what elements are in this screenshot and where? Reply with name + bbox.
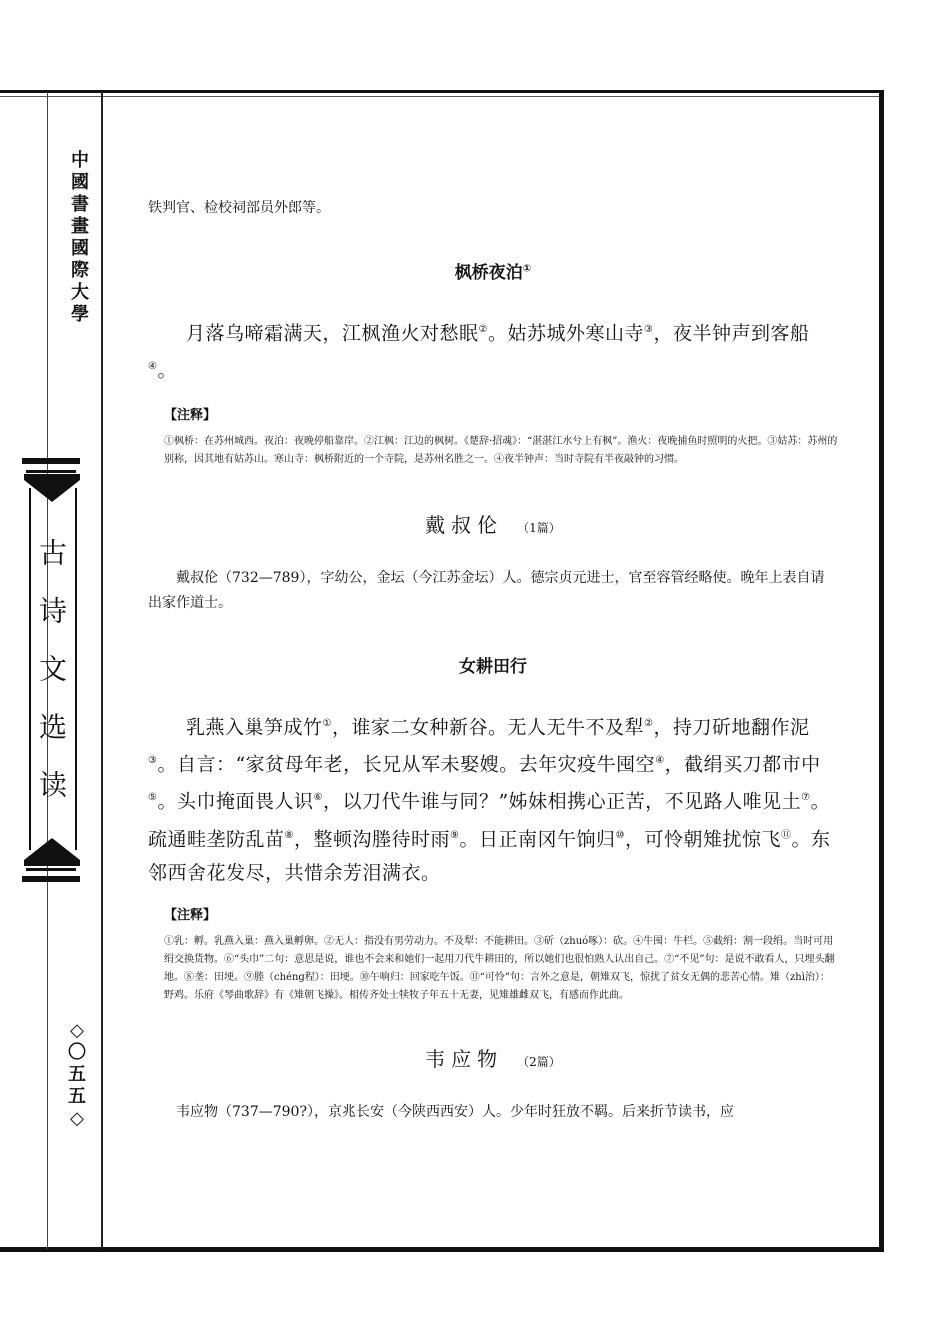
page-number-mark-bottom: ◇ <box>70 1108 84 1129</box>
page-frame-right <box>879 90 884 1252</box>
page-number-mark-top: ◇ <box>70 1020 84 1041</box>
page-number-digit: 〇 <box>68 1042 86 1063</box>
book-title: 古诗文选读 <box>35 538 68 828</box>
page-frame-top <box>0 90 884 93</box>
poem-title-note-mark: ① <box>522 263 532 275</box>
author-name: 韦应物 <box>425 1046 504 1071</box>
spine-line-inner <box>101 92 103 1249</box>
notes-heading: 【注释】 <box>164 907 217 923</box>
page-number-digit: 五 <box>68 1064 86 1085</box>
notes-text: ①枫桥：在苏州城西。夜泊：夜晚停船靠岸。②江枫：江边的枫树。《楚辞·招魂》：“湛湛江水兮上有枫”。渔火：夜晚捕鱼时照明的火把。③姑苏：苏州的别称，因其地有姑苏山。寒山寺：枫桥附近的一个寺院，是苏州名胜之一。④夜半钟声：当时寺院有半夜敲钟的习惯。 <box>164 435 838 465</box>
page-frame-bottom <box>0 1247 884 1252</box>
author-bio: 戴叔伦（732—789），字幼公，金坛（今江苏金坛）人。德宗贞元进士，官至容管经略使。晚年上表自请出家作道士。 <box>148 569 825 611</box>
author-poem-count: （2篇） <box>517 1054 561 1069</box>
book-title-bar-bottom <box>22 876 80 882</box>
author-heading <box>148 509 838 538</box>
notes-heading: 【注释】 <box>164 407 217 423</box>
page-frame-top-inner <box>0 96 879 97</box>
book-title-bar-bottom-thin <box>26 868 76 871</box>
poem-body: 月落乌啼霜满天，江枫渔火对愁眠②。姑苏城外寒山寺③，夜半钟声到客船④。 <box>148 322 810 382</box>
ornament-bottom-icon <box>24 836 80 866</box>
poem-title <box>148 258 838 283</box>
main-content <box>148 196 838 1125</box>
series-title: 中國書畫國際大學 <box>68 150 89 326</box>
page-number-digit: 五 <box>68 1086 86 1107</box>
author-bio: 韦应物（737—790?），京兆长安（今陕西西安）人。少年时狂放不羁。后来折节读书，应 <box>176 1103 734 1120</box>
intro-tail-text: 铁判官、检校祠部员外郎等。 <box>148 200 330 216</box>
poem-title-text: 枫桥夜泊 <box>454 263 523 283</box>
book-title-bar-top <box>22 458 80 464</box>
author-heading <box>148 1043 838 1072</box>
poem-title: 女耕田行 <box>459 656 527 677</box>
author-poem-count: （1篇） <box>517 520 561 535</box>
book-title-bar-top-thin <box>26 470 76 473</box>
author-name: 戴叔伦 <box>425 512 504 537</box>
page-number <box>62 1020 92 1130</box>
notes-text: ①乳：孵。乳燕入巢：燕入巢孵卵。②无人：指没有男劳动力。不及犁：不能耕田。③斫（zhuó啄）：砍。④牛囤：牛栏。⑤截绢：割一段绢。当时可用绢交换货物。⑥“头巾”二句：意思是说，谁也不会来和她们一起用刀代牛耕田的，所以她们也很怕熟人认出自己。⑦“不见”句：是说不敢看人，只埋头翻地。⑧垄：田埂。⑨塍（chéng程）：田埂。⑩午响归：回家吃午饭。⑪“可怜”句：言外之意是，朝雉双飞，惊扰了贫女无偶的悲苦心情。雉（zhì治）：野鸡。乐府《琴曲歌辞》有《雉朝飞操》。相传齐处士犊牧子年五十无妻，见雉雄雌双飞，有感而作此曲。 <box>164 935 835 1001</box>
poem-body: 乳燕入巢笋成竹①，谁家二女种新谷。无人无牛不及犁②，持刀斫地翻作泥③。自言：“家贫母年老，长兄从军未娶嫂。去年灾疫牛囤空④，截绢买刀都市中⑤。头巾掩面畏人识⑥，以刀代牛谁与同？”姊妹相携心正苦，不见路人唯见土⑦。疏通畦垄防乱苗⑧，整顿沟塍待时雨⑨。日正南冈午饷归⑩，可怜朝雉扰惊飞⑪。东邻西舍花发尽，共惜余芳泪满衣。 <box>148 715 831 884</box>
